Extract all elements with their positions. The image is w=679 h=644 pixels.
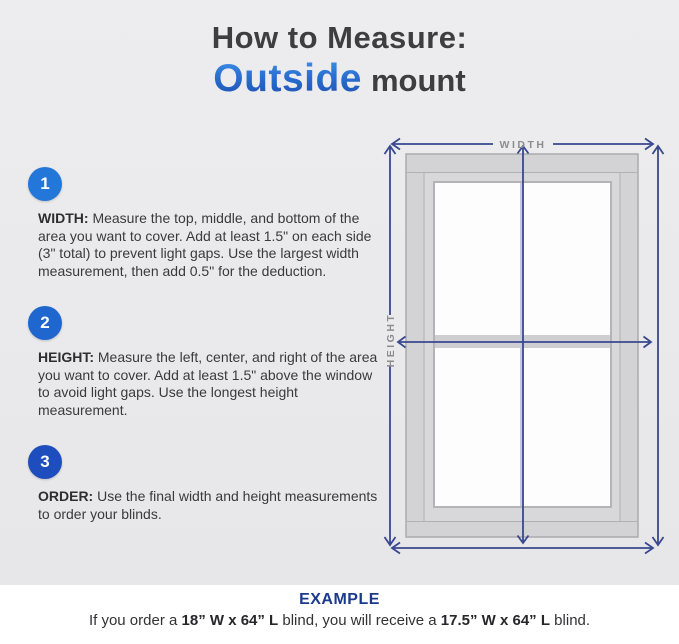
- right-measure-arrow: [653, 146, 664, 545]
- step-height: [28, 306, 380, 419]
- step-3-text: [38, 488, 380, 523]
- bottom-measure-arrow: [392, 543, 653, 554]
- window-measurement-diagram: [375, 135, 675, 563]
- window-illustration: [406, 154, 638, 537]
- height-arrow-label: HEIGHT: [385, 312, 397, 368]
- example-ordered-size: 18” W x 64” L: [181, 612, 279, 629]
- title-mount-word: mount: [370, 63, 466, 98]
- title-line1: How to Measure:: [211, 20, 468, 55]
- step-3-badge: 3: [28, 445, 62, 479]
- step-1-lead: WIDTH:: [38, 210, 89, 226]
- step-3-body: Use the final width and height measurements to order your blinds.: [38, 488, 378, 522]
- step-1-text: [38, 210, 380, 280]
- title-line2: [0, 57, 679, 101]
- example-section: [0, 585, 679, 644]
- example-received-size: 17.5” W x 64” L: [440, 612, 551, 629]
- page-title: [0, 20, 679, 101]
- width-arrow-label: WIDTH: [499, 139, 547, 151]
- example-sentence: [0, 612, 679, 629]
- step-2-body: Measure the left, center, and right of the area you want to cover. Add at least 1.5" above the window to avoid light gaps. Use the longest height measurement.: [38, 349, 378, 418]
- step-2-badge: 2: [28, 306, 62, 340]
- step-2-lead: HEIGHT:: [38, 349, 94, 365]
- step-3-lead: ORDER:: [38, 488, 94, 504]
- example-prefix: If you order a: [88, 612, 182, 629]
- step-width: [28, 167, 380, 280]
- example-suffix: blind.: [550, 612, 591, 629]
- step-order: [28, 445, 380, 523]
- step-1-body: Measure the top, middle, and bottom of the area you want to cover. Add at least 1.5" on each side (3" total) to prevent light gaps. Use the largest width measurement, then add 0.5" for the deduction.: [38, 210, 372, 279]
- title-highlight: Outside: [213, 57, 362, 100]
- step-2-text: [38, 349, 380, 419]
- example-heading: EXAMPLE: [299, 591, 380, 608]
- example-middle: blind, you will receive a: [278, 612, 441, 629]
- step-1-badge: 1: [28, 167, 62, 201]
